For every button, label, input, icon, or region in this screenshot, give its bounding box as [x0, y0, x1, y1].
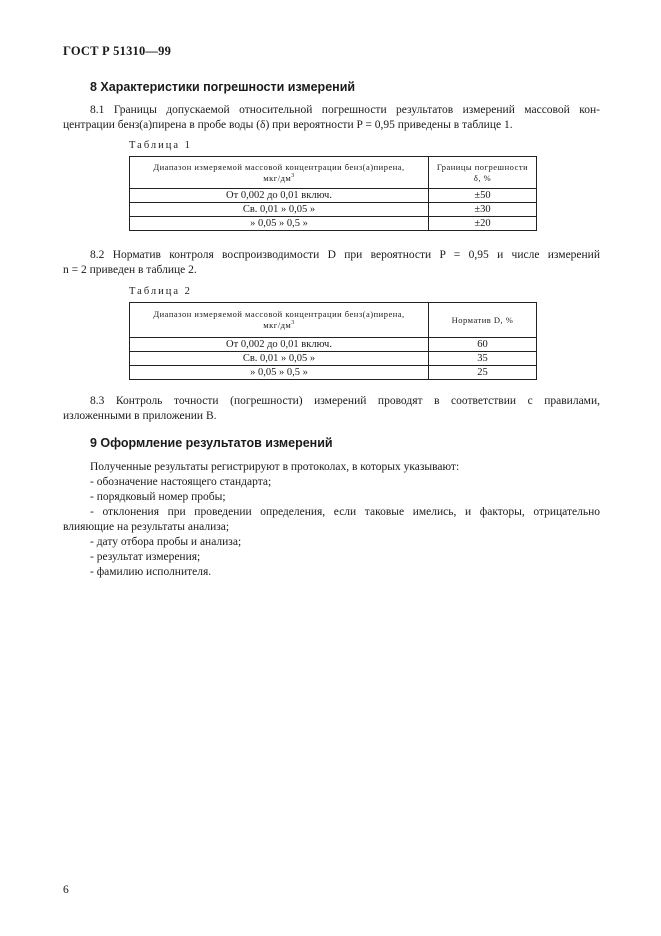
table-row — [130, 217, 537, 231]
table-2-header-row — [130, 303, 537, 338]
paragraph-8-2-line-1: 8.2 Норматив контроля воспроизводимости D при вероятности P = 0,95 и числе измерений — [90, 249, 600, 261]
paragraph-8-1 — [63, 103, 600, 133]
list-item: - порядковый номер пробы; — [90, 491, 226, 503]
table-2-cell-value: 35 — [429, 352, 537, 366]
table-2 — [129, 302, 537, 380]
list-item-continuation: влияющие на результаты анализа; — [63, 521, 230, 533]
table-1-header-error-line-1: Границы погрешности — [436, 161, 529, 172]
table-row — [130, 366, 537, 380]
table-1-cell-range: От 0,002 до 0,01 включ. — [130, 189, 429, 203]
paragraph-8-3-line-2: изложенными в приложении В. — [63, 410, 217, 422]
list-item: - результат измерения; — [90, 551, 201, 563]
table-1-header-error — [429, 157, 537, 189]
table-2-header-range — [130, 303, 429, 338]
table-2-header-range-line-1: Диапазон измеряемой массовой концентрации бенз(а)пирена, — [153, 309, 405, 319]
table-row — [130, 203, 537, 217]
table-2-caption: Таблица 2 — [129, 286, 192, 297]
section-9-list — [63, 460, 600, 580]
table-1-cell-range: » 0,05 » 0,5 » — [130, 217, 429, 231]
paragraph-8-3 — [63, 394, 600, 424]
table-1-header-error-line-2: δ, % — [473, 172, 492, 183]
table-1-caption: Таблица 1 — [129, 140, 192, 151]
list-item: - фамилию исполнителя. — [90, 566, 212, 578]
page-number: 6 — [63, 884, 69, 896]
table-1-header-row — [130, 157, 537, 189]
list-item: - дату отбора пробы и анализа; — [90, 536, 242, 548]
list-item: - отклонения при проведении определения, если таковые имелись, и факторы, отрицательно — [90, 506, 600, 518]
table-2-cell-range: » 0,05 » 0,5 » — [130, 366, 429, 380]
table-2-header-range-unit-exponent: 3 — [291, 320, 295, 326]
table-row — [130, 189, 537, 203]
table-2-header-range-unit: мкг/дм — [263, 320, 292, 330]
table-1-cell-range: Св. 0,01 » 0,05 » — [130, 203, 429, 217]
table-1-header-range-line-1: Диапазон измеряемой массовой концентрации бенз(а)пирена, — [153, 161, 405, 172]
table-2-header-norm: Норматив D, % — [429, 303, 537, 338]
paragraph-8-2 — [63, 248, 600, 278]
paragraph-8-3-line-1: 8.3 Контроль точности (погрешности) измерений проводят в соответствии с правилами, — [90, 395, 600, 407]
paragraph-8-2-line-2: n = 2 приведен в таблице 2. — [63, 264, 197, 276]
table-1-cell-value: ±30 — [429, 203, 537, 217]
table-2-cell-value: 25 — [429, 366, 537, 380]
document-header-code: ГОСТ Р 51310—99 — [63, 44, 172, 58]
table-1 — [129, 156, 537, 231]
table-row — [130, 338, 537, 352]
table-row — [130, 352, 537, 366]
table-1-header-range-unit-exponent: 3 — [291, 172, 295, 179]
table-1-header-range — [130, 157, 429, 189]
paragraph-8-1-line-2: центрации бенз(а)пирена в пробе воды (δ) при вероятности P = 0,95 приведены в таблице 1. — [63, 119, 513, 131]
table-1-cell-value: ±20 — [429, 217, 537, 231]
list-item: - обозначение настоящего стандарта; — [90, 476, 272, 488]
table-1-header-range-unit: мкг/дм — [263, 172, 292, 183]
table-1-cell-value: ±50 — [429, 189, 537, 203]
section-8-title: 8 Характеристики погрешности измерений — [90, 80, 356, 94]
paragraph-8-1-line-1: 8.1 Границы допускаемой относительной погрешности результатов измерений массовой кон- — [90, 104, 600, 116]
table-2-cell-value: 60 — [429, 338, 537, 352]
section-9-title: 9 Оформление результатов измерений — [90, 436, 333, 450]
table-2-cell-range: От 0,002 до 0,01 включ. — [130, 338, 429, 352]
section-9-intro: Полученные результаты регистрируют в протоколах, в которых указывают: — [90, 461, 460, 473]
table-2-cell-range: Св. 0,01 » 0,05 » — [130, 352, 429, 366]
